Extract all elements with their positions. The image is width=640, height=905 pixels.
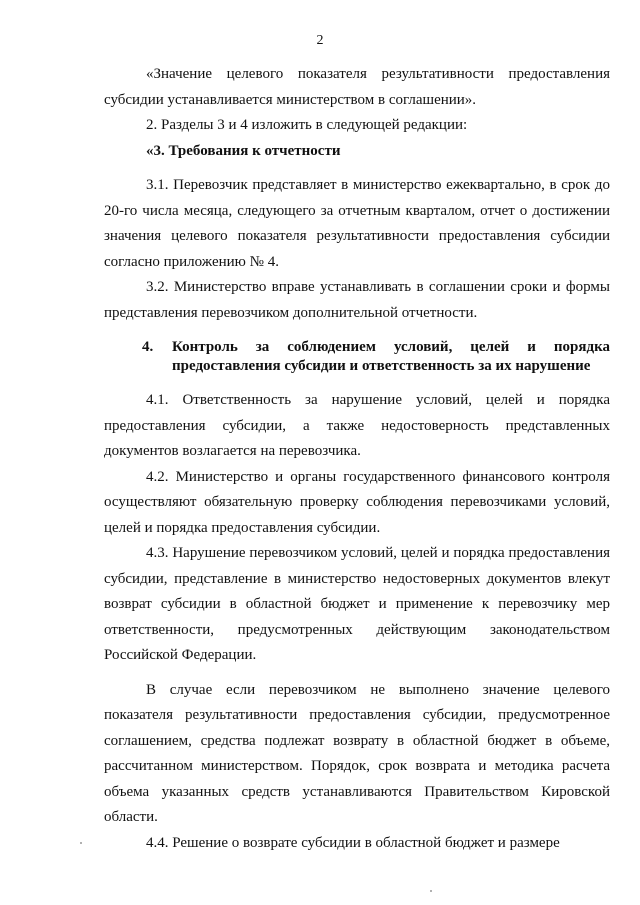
section-3-heading: «3. Требования к отчетности [146,142,341,159]
paragraph-4-3: 4.3. Нарушение перевозчиком условий, целей и порядка предоставления субсидии, представление в министерство недостоверных документов влекут возврат субсидии в областной бюджет и применение к перевозчику мер ответственности, предусмотренных действующим законодательством Российской Федерации. [104,545,610,663]
page-number: 2 [316,33,324,48]
section-4-title: Контроль за соблюдением условий, целей и порядка предоставления субсидии и ответственность за их нарушение [172,339,610,374]
paragraph-sections-edit: 2. Разделы 3 и 4 изложить в следующей редакции: [146,117,468,133]
scan-speck [80,842,82,844]
section-4-heading [104,338,610,376]
paragraph-case: В случае если перевозчиком не выполнено значение целевого показателя результативности предоставления субсидии, предусмотренное соглашением, средства подлежат возврату в областной бюджет в объеме, рассчитанном министерством. Порядок, срок возврата и методика расчета объема указанных средств устанавливаются Правительством Кировской области. [104,681,610,825]
paragraph-4-1: 4.1. Ответственность за нарушение условий, целей и порядка предоставления субсидии, а также недостоверность представленных документов возлагается на перевозчика. [104,392,610,459]
paragraph-4-2: 4.2. Министерство и органы государственного финансового контроля осуществляют обязательную проверку соблюдения перевозчиками условий, целей и порядка предоставления субсидии. [104,468,610,536]
paragraph-3-1: 3.1. Перевозчик представляет в министерство ежеквартально, в срок до 20-го числа месяца, следующего за отчетным кварталом, отчет о достижении значения целевого показателя результативности предоставления субсидии согласно приложению № 4. [104,177,610,270]
section-4-number: 4. [142,339,154,355]
paragraph-target-value: «Значение целевого показателя результативности предоставления субсидии устанавливается министерством в соглашении». [104,66,610,108]
scan-speck [430,890,432,892]
document-body [104,62,610,856]
paragraph-4-4: 4.4. Решение о возврате субсидии в областной бюджет и размере [146,834,560,851]
paragraph-3-2: 3.2. Министерство вправе устанавливать в соглашении сроки и формы представления перевозчиком дополнительной отчетности. [104,279,610,321]
